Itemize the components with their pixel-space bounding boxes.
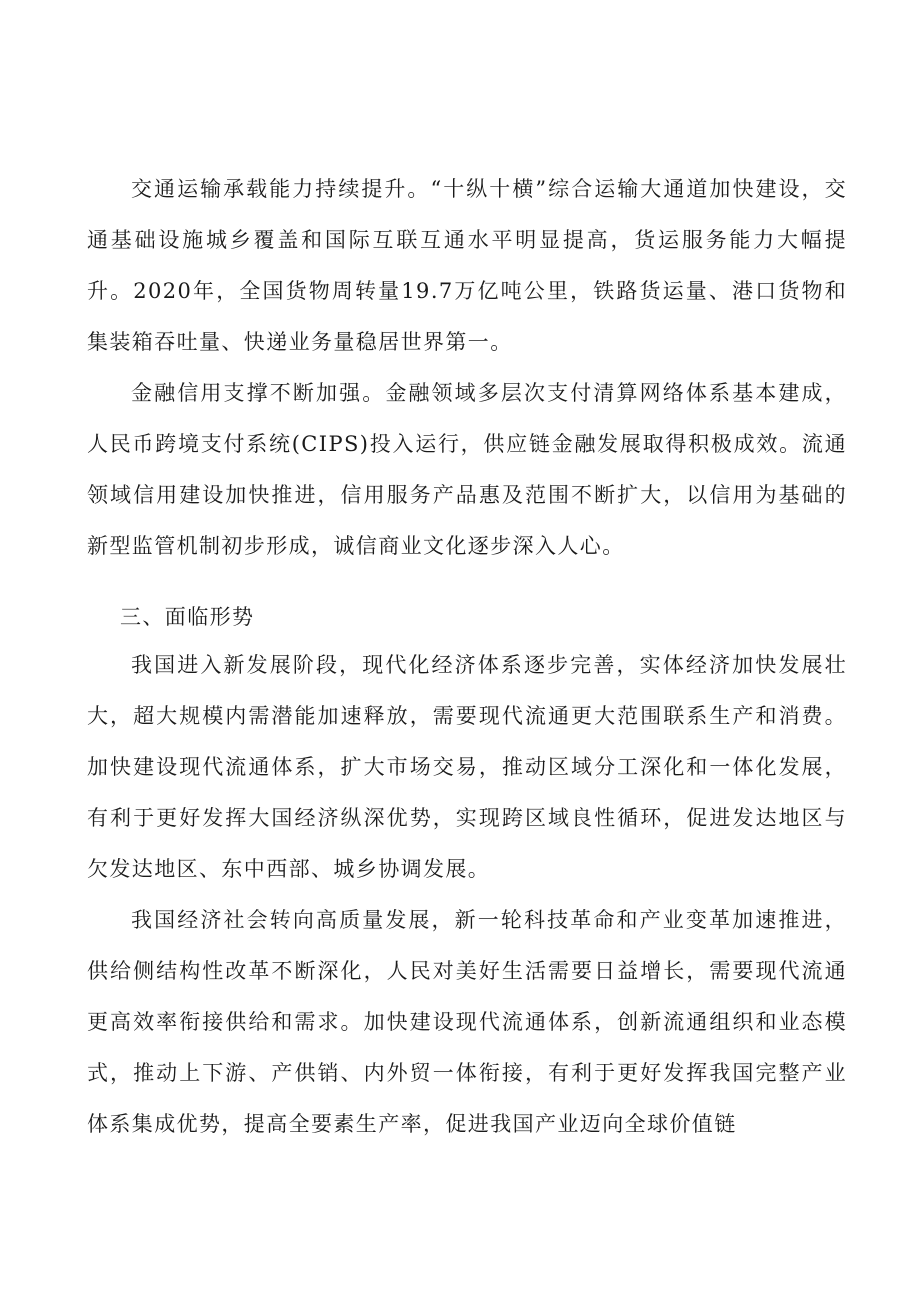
paragraph-financial-credit: 金融信用支撑不断加强。金融领域多层次支付清算网络体系基本建成，人民币跨境支付系统(CIPS)投入运行，供应链金融发展取得积极成效。流通领域信用建设加快推进，信用服务产品惠及范围不断扩大，以信用为基础的新型监管机制初步形成，诚信商业文化逐步深入人心。 [87, 381, 847, 558]
body-text-upper [87, 164, 847, 572]
paragraph-high-quality-development: 我国经济社会转向高质量发展，新一轮科技革命和产业变革加速推进，供给侧结构性改革不断深化，人民对美好生活需要日益增长，需要现代流通更高效率衔接供给和需求。加快建设现代流通体系，创新流通组织和业态模式，推动上下游、产供销、内外贸一体衔接，有利于更好发挥我国完整产业体系集成优势，提高全要素生产率，促进我国产业迈向全球价值链 [87, 908, 847, 1136]
paragraph-transport-capacity: 交通运输承载能力持续提升。“十纵十横”综合运输大通道加快建设，交通基础设施城乡覆盖和国际互联互通水平明显提高，货运服务能力大幅提升。2020年，全国货物周转量19.7万亿吨公里，铁路货运量、港口货物和集装箱吞吐量、快递业务量稳居世界第一。 [87, 177, 847, 354]
paragraph-new-development-stage: 我国进入新发展阶段，现代化经济体系逐步完善，实体经济加快发展壮大，超大规模内需潜能加速释放，需要现代流通更大范围联系生产和消费。加快建设现代流通体系，扩大市场交易，推动区域分工深化和一体化发展，有利于更好发挥大国经济纵深优势，实现跨区域良性循环，促进发达地区与欠发达地区、东中西部、城乡协调发展。 [87, 653, 847, 881]
body-text-lower [87, 640, 847, 1150]
section-heading: 三、面临形势 [120, 605, 255, 629]
